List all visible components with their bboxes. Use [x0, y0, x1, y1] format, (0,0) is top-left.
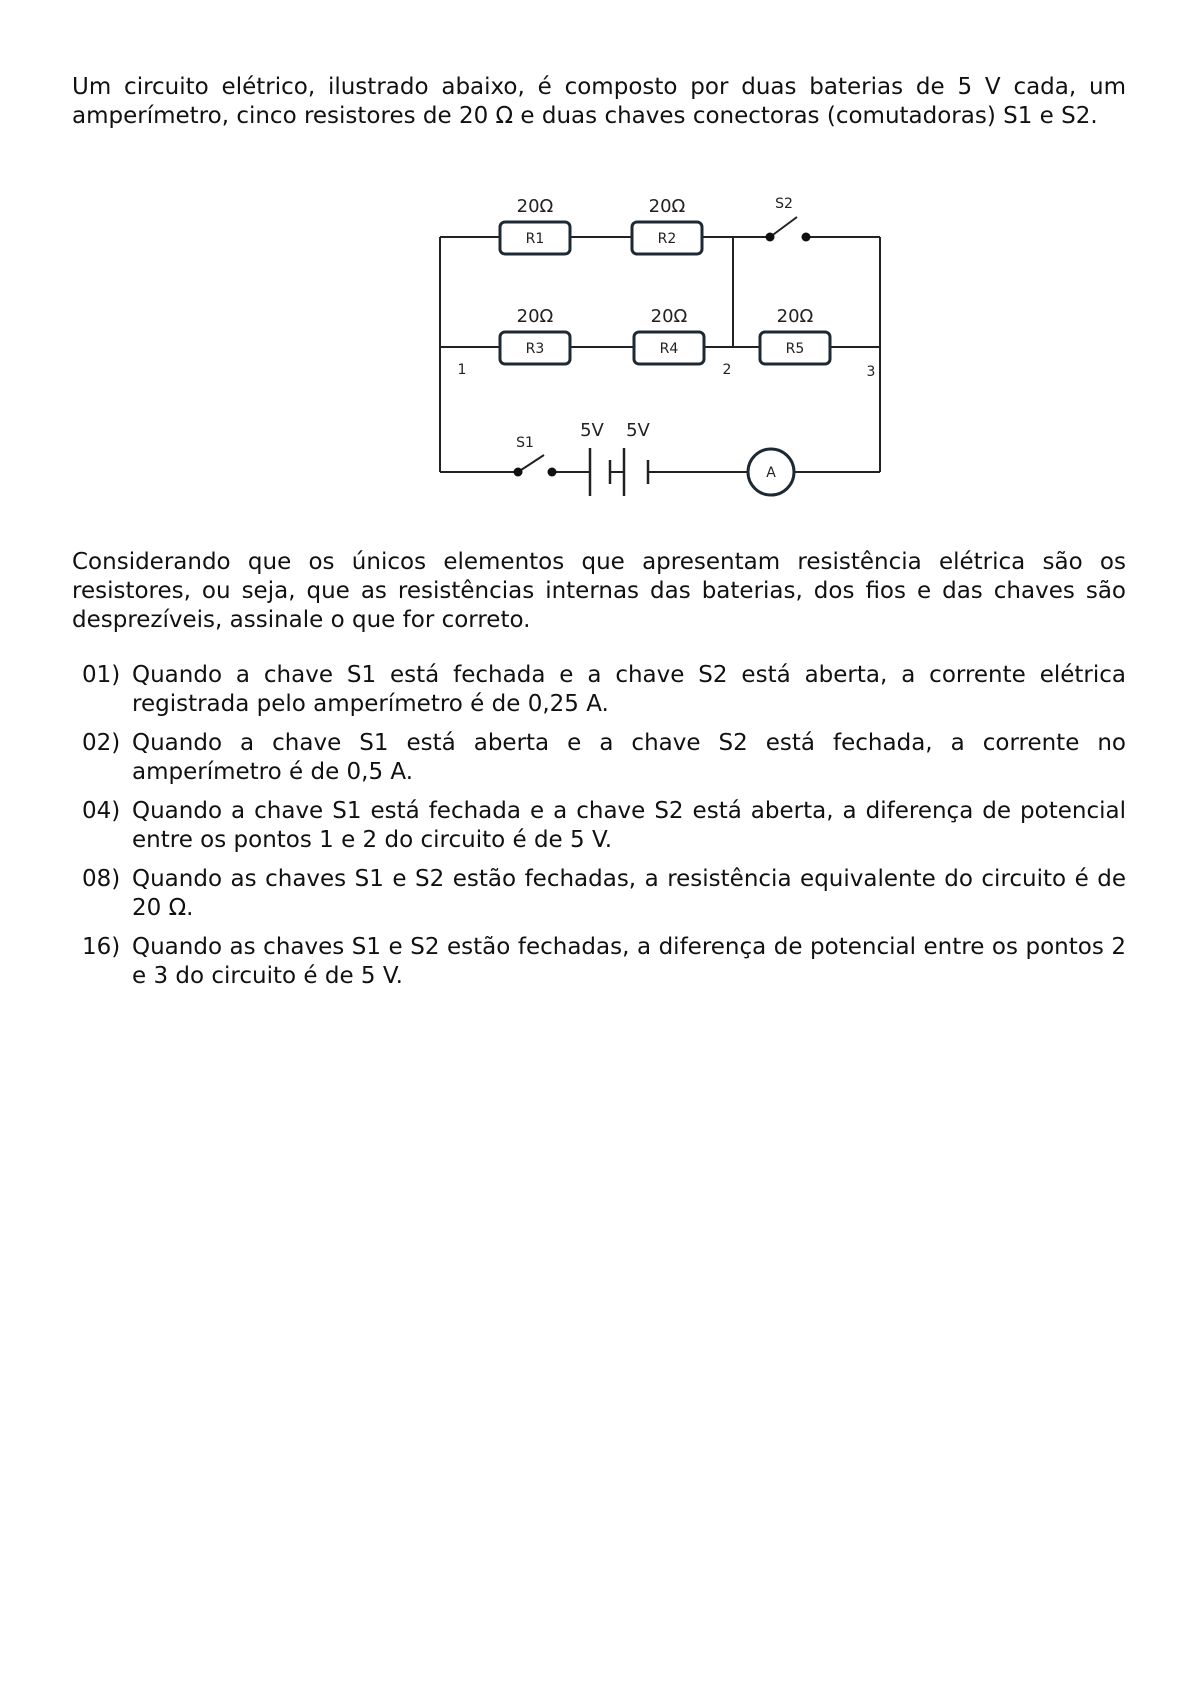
option-number: 04): [82, 798, 121, 824]
option-number: 16): [82, 934, 121, 960]
option-04: [82, 797, 1126, 855]
battery-label-1: 5V: [580, 420, 604, 441]
option-text: Quando a chave S1 está aberta e a chave S2 está fechada, a corrente no amperímetro é de 0,5 A.: [132, 730, 1126, 785]
switch-s2-contact-left: [766, 233, 775, 242]
circuit-diagram: [360, 180, 920, 520]
answer-options: [82, 661, 1126, 1001]
option-02: [82, 729, 1126, 787]
resistor-id-r1: R1: [525, 231, 545, 247]
option-text: Quando as chaves S1 e S2 estão fechadas, a resistência equivalente do circuito é de 20 Ω.: [132, 866, 1126, 921]
value-label-r5: 20Ω: [776, 306, 814, 327]
option-16: [82, 933, 1126, 991]
value-label-r4: 20Ω: [650, 306, 688, 327]
ammeter-label: A: [766, 465, 776, 481]
value-label-r1: 20Ω: [516, 196, 554, 217]
node-label-3: 3: [866, 364, 876, 380]
value-label-r2: 20Ω: [648, 196, 686, 217]
resistor-id-r5: R5: [785, 341, 805, 357]
option-08: [82, 865, 1126, 923]
switch-s1-contact-left: [514, 468, 523, 477]
node-label-2: 2: [722, 362, 732, 378]
intro-paragraph: Um circuito elétrico, ilustrado abaixo, é composto por duas baterias de 5 V cada, um amperímetro, cinco resistores de 20 Ω e duas chaves conectoras (comutadoras) S1 e S2.: [72, 74, 1126, 129]
option-text: Quando a chave S1 está fechada e a chave S2 está aberta, a diferença de potencial entre os pontos 1 e 2 do circuito é de 5 V.: [132, 798, 1126, 853]
option-number: 08): [82, 866, 121, 892]
resistor-id-r3: R3: [525, 341, 545, 357]
option-text: Quando a chave S1 está fechada e a chave S2 está aberta, a corrente elétrica registrada pelo amperímetro é de 0,25 A.: [132, 662, 1126, 717]
option-text: Quando as chaves S1 e S2 estão fechadas, a diferença de potencial entre os pontos 2 e 3 do circuito é de 5 V.: [132, 934, 1126, 989]
value-label-r3: 20Ω: [516, 306, 554, 327]
node-label-1: 1: [457, 362, 467, 378]
switch-label-s1: S1: [516, 435, 534, 451]
condition-paragraph: Considerando que os únicos elementos que apresentam resistência elétrica são os resistores, ou seja, que as resistências internas das baterias, dos fios e das chaves são desprezíveis, assinale o que for correto.: [72, 549, 1126, 633]
option-01: [82, 661, 1126, 719]
battery-label-2: 5V: [626, 420, 650, 441]
switch-label-s2: S2: [775, 196, 793, 212]
option-number: 01): [82, 662, 121, 688]
switch-s2-contact-right: [802, 233, 811, 242]
resistor-id-r2: R2: [657, 231, 677, 247]
resistor-id-r4: R4: [659, 341, 679, 357]
switch-s1-contact-right: [548, 468, 557, 477]
option-number: 02): [82, 730, 121, 756]
